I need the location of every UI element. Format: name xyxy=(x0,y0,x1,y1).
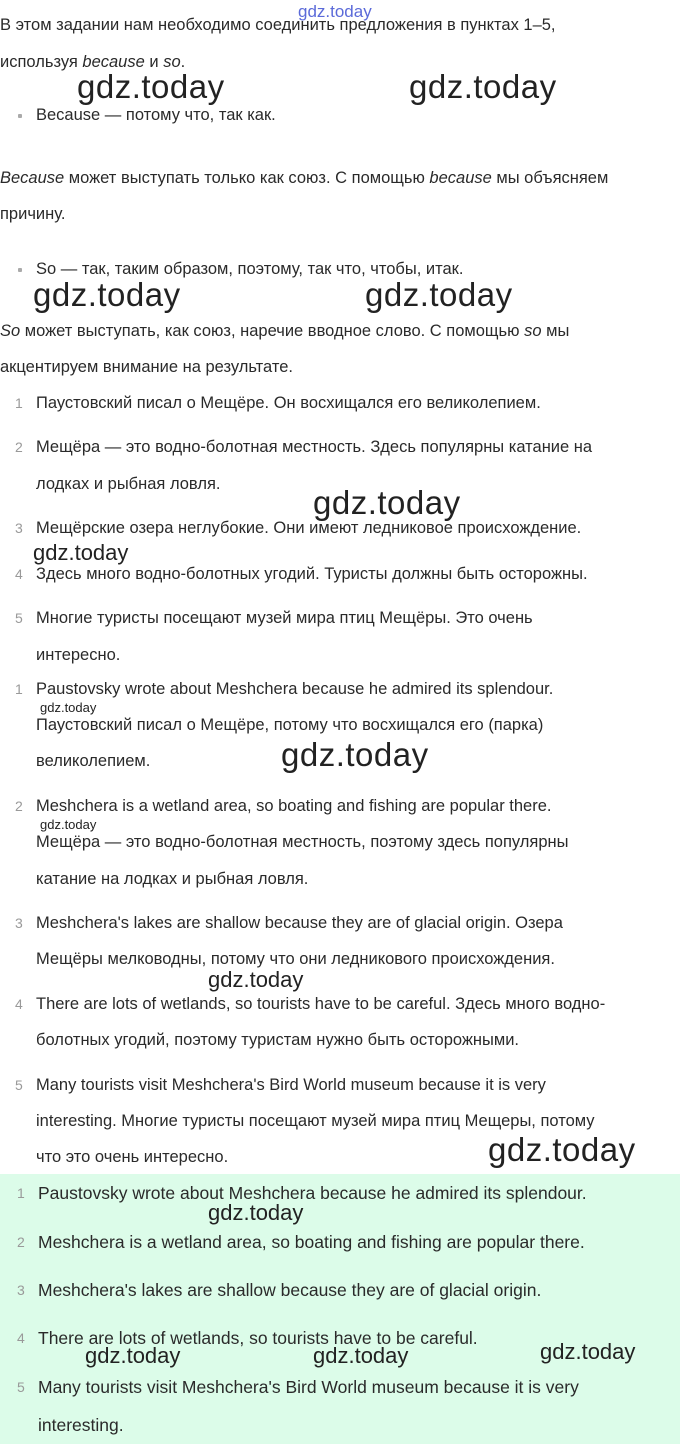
final-item-3-line-1: Meshchera's lakes are shallow because they are of glacial origin. xyxy=(38,1280,542,1300)
answer-item-3-line-2: Мещёры мелководны, потому что они ледникового происхождения. xyxy=(36,950,555,968)
watermark: gdz.today xyxy=(313,484,461,521)
list-number: 2 xyxy=(15,798,23,814)
bullet-marker xyxy=(18,268,22,272)
task-item-1-line-1: Паустовский писал о Мещёре. Он восхищался его великолепием. xyxy=(36,394,541,412)
final-item-1-line-1: Paustovsky wrote about Meshchera because he admired its splendour. xyxy=(38,1183,587,1203)
task-item-3-line-1: Мещёрские озера неглубокие. Они имеют ледниковое происхождение. xyxy=(36,519,582,537)
answer-item-5-line-1: Many tourists visit Meshchera's Bird World museum because it is very xyxy=(36,1076,546,1094)
answer-item-5-line-3: что это очень интересно. xyxy=(36,1148,229,1166)
watermark: gdz.today xyxy=(40,700,97,715)
list-number: 1 xyxy=(15,681,23,697)
watermark: gdz.today xyxy=(208,967,304,992)
list-number: 2 xyxy=(15,439,23,455)
final-item-2-line-1: Meshchera is a wetland area, so boating and fishing are popular there. xyxy=(38,1232,585,1252)
list-number: 5 xyxy=(15,1077,23,1093)
watermark: gdz.today xyxy=(409,68,557,105)
watermark: gdz.today xyxy=(540,1339,636,1364)
final-item-5-line-1: Many tourists visit Meshchera's Bird World museum because it is very xyxy=(38,1377,579,1397)
answer-item-1-line-1: Paustovsky wrote about Meshchera because he admired its splendour. xyxy=(36,680,554,698)
watermark: gdz.today xyxy=(281,736,429,773)
so-note-line-2: акцентируем внимание на результате. xyxy=(0,358,293,376)
watermark: gdz.today xyxy=(488,1131,636,1168)
watermark: gdz.today xyxy=(33,276,181,313)
list-number: 3 xyxy=(15,915,23,931)
task-item-4-line-1: Здесь много водно-болотных угодий. Туристы должны быть осторожны. xyxy=(36,565,588,583)
list-number: 2 xyxy=(17,1234,25,1250)
final-item-4-line-1: There are lots of wetlands, so tourists have to be careful. xyxy=(38,1328,478,1348)
watermark: gdz.today xyxy=(77,68,225,105)
watermark-top: gdz.today xyxy=(298,2,372,21)
so-note-line-1: So может выступать, как союз, наречие вводное слово. С помощью so мы xyxy=(0,322,570,340)
list-number: 5 xyxy=(15,610,23,626)
so-definition: So — так, таким образом, поэтому, так что, чтобы, итак. xyxy=(36,260,464,278)
task-item-2-line-2: лодках и рыбная ловля. xyxy=(36,475,221,493)
intro-line-1: В этом задании нам необходимо соединить предложения в пунктах 1–5, xyxy=(0,16,556,34)
because-definition: Because — потому что, так как. xyxy=(36,106,276,124)
watermark: gdz.today xyxy=(313,1343,409,1368)
list-number: 4 xyxy=(17,1330,25,1346)
watermark: gdz.today xyxy=(85,1343,181,1368)
task-item-2-line-1: Мещёра — это водно-болотная местность. Здесь популярны катание на xyxy=(36,438,593,456)
task-item-5-line-2: интересно. xyxy=(36,646,121,664)
watermark: gdz.today xyxy=(40,817,97,832)
watermark: gdz.today xyxy=(365,276,513,313)
answer-item-5-line-2: interesting. Многие туристы посещают музей мира птиц Мещеры, потому xyxy=(36,1112,595,1130)
list-number: 5 xyxy=(17,1379,25,1395)
list-number: 4 xyxy=(15,996,23,1012)
list-number: 1 xyxy=(17,1185,25,1201)
answer-item-2-line-1: Meshchera is a wetland area, so boating and fishing are popular there. xyxy=(36,797,552,815)
list-number: 3 xyxy=(15,520,23,536)
answer-item-3-line-1: Meshchera's lakes are shallow because they are of glacial origin. Озера xyxy=(36,914,563,932)
list-number: 3 xyxy=(17,1282,25,1298)
answer-item-4-line-1: There are lots of wetlands, so tourists have to be careful. Здесь много водно- xyxy=(36,995,606,1013)
answer-item-1-line-3: великолепием. xyxy=(36,752,151,770)
answer-block xyxy=(0,1174,680,1444)
task-item-5-line-1: Многие туристы посещают музей мира птиц Мещёры. Это очень xyxy=(36,609,533,627)
answer-item-2-line-3: катание на лодках и рыбная ловля. xyxy=(36,870,309,888)
final-item-5-line-2: interesting. xyxy=(38,1415,124,1435)
intro-line-2: используя because и so. xyxy=(0,53,186,71)
answer-item-4-line-2: болотных угодий, поэтому туристам нужно быть осторожными. xyxy=(36,1031,520,1049)
list-number: 4 xyxy=(15,566,23,582)
because-note-line-1: Because может выступать только как союз. С помощью because мы объясняем xyxy=(0,169,609,187)
answer-item-1-line-2: Паустовский писал о Мещёре, потому что восхищался его (парка) xyxy=(36,716,544,734)
list-number: 1 xyxy=(15,395,23,411)
bullet-marker xyxy=(18,114,22,118)
answer-item-2-line-2: Мещёра — это водно-болотная местность, поэтому здесь популярны xyxy=(36,833,569,851)
watermark: gdz.today xyxy=(208,1200,304,1225)
watermark: gdz.today xyxy=(33,540,129,565)
because-note-line-2: причину. xyxy=(0,205,66,223)
